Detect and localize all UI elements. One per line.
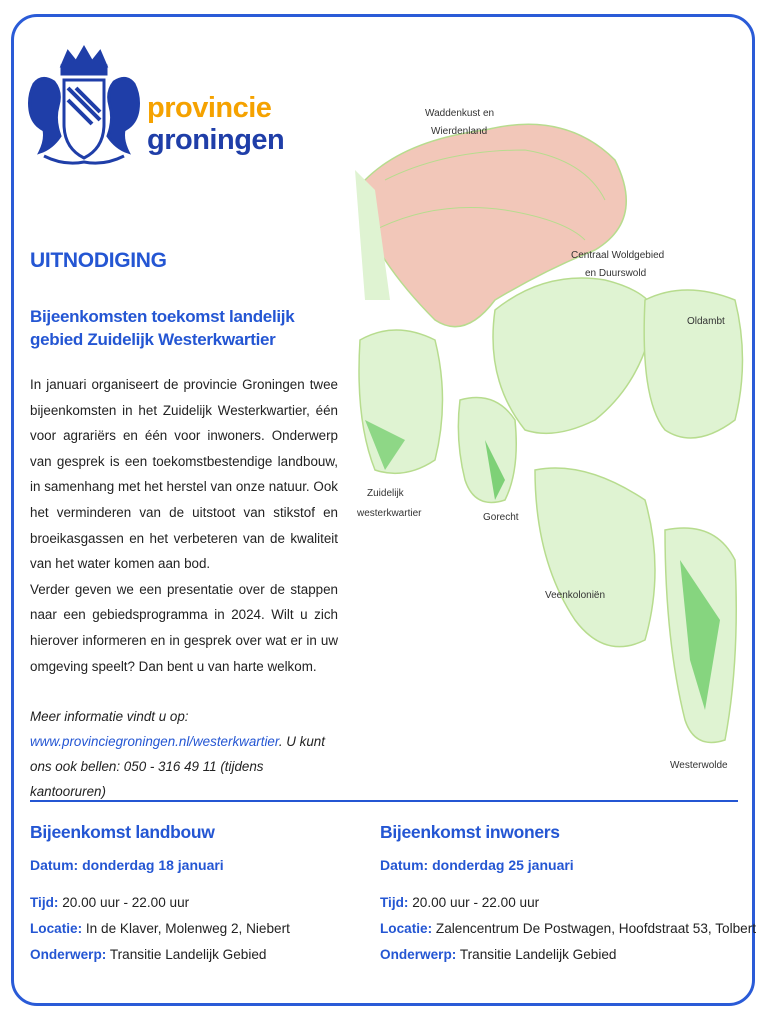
time-label: Tijd: <box>30 895 59 910</box>
map-label-oldambt: Oldambt <box>687 316 725 327</box>
event-subject <box>380 942 740 968</box>
map-region-centraal <box>493 278 655 433</box>
page-title: UITNODIGING <box>30 249 167 272</box>
info-suffix: . U kunt ons ook bellen: 050 - 316 49 11 (tijdens kantooruren) <box>30 734 325 799</box>
location-label: Locatie: <box>30 921 83 936</box>
map-label-zw-1: Zuidelijk <box>367 488 404 499</box>
time-value: 20.00 uur - 22.00 uur <box>58 895 190 910</box>
info-prefix: Meer informatie vindt u op: <box>30 709 189 724</box>
event-title: Bijeenkomst landbouw <box>30 822 215 842</box>
subject-value: Transitie Landelijk Gebied <box>456 947 617 962</box>
time-label: Tijd: <box>380 895 409 910</box>
map-label-centraal-1: Centraal Woldgebied <box>571 250 665 261</box>
region-map <box>345 100 760 780</box>
province-logo <box>24 44 285 174</box>
location-value: Zalencentrum De Postwagen, Hoofdstraat 53, Tolbert <box>432 921 757 936</box>
time-value: 20.00 uur - 22.00 uur <box>408 895 540 910</box>
event-time <box>30 890 390 916</box>
location-label: Locatie: <box>380 921 433 936</box>
second-paragraph: Verder geven we een presentatie over de stappen naar een gebiedsprogramma in 2024. Wilt u zich hierover informeren en in gesprek over wat er in uw omgeving speelt? Dan bent u van harte welkom. <box>30 581 338 674</box>
event-subject <box>30 942 390 968</box>
event-location <box>380 916 757 942</box>
map-region-veen <box>535 468 655 647</box>
intro-text <box>30 372 338 679</box>
page-subtitle: Bijeenkomsten toekomst landelijk gebied Zuidelijk Westerkwartier <box>30 307 295 349</box>
event-time <box>380 890 740 916</box>
map-label-centraal-2: en Duurswold <box>585 268 647 279</box>
map-label-westerwolde: Westerwolde <box>670 760 728 771</box>
logo-line-groningen: groningen <box>147 124 285 156</box>
map-label-gorecht: Gorecht <box>483 512 519 523</box>
event-inwoners <box>380 822 757 968</box>
map-label-wadden-1: Waddenkust en <box>425 108 495 119</box>
coat-of-arms-icon <box>24 44 144 174</box>
info-link[interactable]: www.provinciegroningen.nl/westerkwartier <box>30 734 279 749</box>
event-location <box>30 916 390 942</box>
event-date: Datum: donderdag 18 januari <box>30 857 224 873</box>
more-info <box>30 704 340 804</box>
map-label-wadden-2: Wierdenland <box>431 126 488 137</box>
map-label-veen: Veenkoloniën <box>545 590 606 601</box>
divider <box>30 800 738 802</box>
event-landbouw <box>30 822 390 968</box>
map-region-oldambt <box>644 290 742 438</box>
intro-paragraph: In januari organiseert de provincie Groningen twee bijeenkomsten in het Zuidelijk Westerkwartier, één voor agrariërs en één voor inwoners. Onderwerp van gesprek is een toekomstbestendige landbouw, in samenhang met het herstel van onze natuur. Ook het verminderen van de uitstoot van stikstof en broeikasgassen en het verbeteren van de kwaliteit van het water komen aan bod. <box>30 377 338 572</box>
event-title: Bijeenkomst inwoners <box>380 822 560 842</box>
location-value: In de Klaver, Molenweg 2, Niebert <box>82 921 290 936</box>
logo-line-provincie: provincie <box>147 92 272 124</box>
subject-label: Onderwerp: <box>30 947 107 962</box>
subject-value: Transitie Landelijk Gebied <box>106 947 267 962</box>
map-label-zw-2: westerkwartier <box>357 508 422 519</box>
map-region-zw <box>359 330 443 473</box>
event-date: Datum: donderdag 25 januari <box>380 857 574 873</box>
subject-label: Onderwerp: <box>380 947 457 962</box>
